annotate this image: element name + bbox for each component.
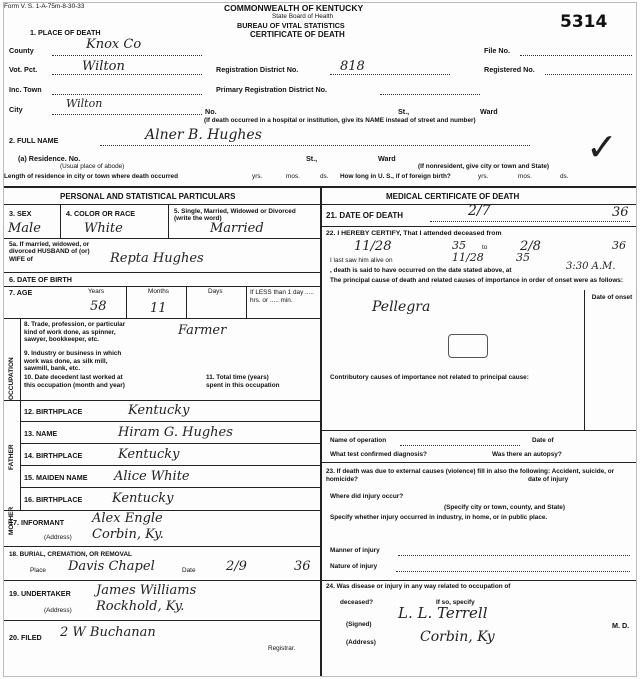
maiden-name-value: Alice White	[114, 469, 190, 484]
certify-label: 22. I HEREBY CERTIFY, That I attended deceased from	[326, 230, 502, 237]
marital-label: 5. Single, Married, Widowed or Divorced (write the word)	[174, 208, 296, 223]
physician-signature: L. L. Terrell	[398, 604, 488, 622]
industry-label: 9. Industry or business in which work was done, as silk mill, sawmill, bank, etc.	[24, 350, 122, 373]
undertaker-value: James Williams	[96, 583, 197, 598]
death-said-label: , death is said to have occurred on the date stated above, at	[330, 267, 512, 274]
occupation-side-label: OCCUPATION	[8, 357, 15, 400]
date-of-onset-label: Date of onset	[591, 294, 633, 301]
trade-label: 8. Trade, profession, or particular kind of work done, as spinner, sawyer, bookkeeper, etc.	[24, 321, 126, 344]
registration-district-value: 818	[340, 59, 365, 74]
birthplace-12-value: Kentucky	[128, 403, 190, 418]
ward-label: Ward	[480, 107, 498, 116]
usual-place-note: (Usual place of abode)	[60, 163, 125, 170]
undertaker-label: 19. UNDERTAKER	[9, 589, 71, 598]
burial-year-value: 36	[294, 559, 311, 574]
last-saw-value: 11/28	[452, 251, 484, 264]
city-value: Wilton	[66, 97, 103, 110]
us-ds: ds.	[560, 173, 569, 180]
full-name-label: 2. FULL NAME	[9, 136, 59, 145]
personal-section-title: PERSONAL AND STATISTICAL PARTICULARS	[60, 192, 236, 201]
specify-where-note: Specify whether injury occurred in industry, in home, or in public place.	[330, 514, 548, 521]
filed-label: 20. FILED	[9, 633, 42, 642]
registration-district-label: Registration District No.	[216, 65, 299, 74]
maiden-name-label: 15. MAIDEN NAME	[24, 473, 88, 482]
injury-date-label: date of injury	[528, 476, 569, 483]
contributory-label: Contributory causes of importance not related to principal cause:	[330, 374, 529, 381]
county-value: Knox Co	[86, 37, 142, 52]
burial-date-value: 2/9	[226, 559, 247, 574]
street-label: St.,	[398, 107, 410, 116]
residence-street-label: St.,	[306, 154, 318, 163]
where-injury-label: Where did injury occur?	[330, 493, 404, 500]
age-years-value: 58	[90, 299, 107, 314]
how-long-us-label: How long in U. S., if of foreign birth?	[340, 173, 451, 180]
burial-place-value: Davis Chapel	[68, 559, 155, 574]
attended-to-value: 2/8	[520, 239, 541, 254]
autopsy-label: Was there an autopsy?	[492, 451, 562, 458]
physician-address-value: Corbin, Ky	[420, 629, 495, 645]
nonresident-note: (If nonresident, give city or town and State)	[418, 163, 550, 170]
trade-value: Farmer	[178, 323, 227, 338]
hospital-note: (If death occurred in a hospital or institution, give its NAME instead of street and number)	[204, 117, 476, 124]
age-years-label: Years	[88, 288, 105, 295]
if-so-specify-label: If so, specify	[436, 599, 475, 606]
registered-no-label: Registered No.	[484, 65, 535, 74]
race-value: White	[84, 221, 123, 236]
age-label: 7. AGE	[9, 288, 33, 297]
county-label: County	[9, 46, 34, 55]
primary-registration-label: Primary Registration District No.	[216, 85, 328, 94]
md-label: M. D.	[612, 621, 630, 630]
burial-label: 18. BURIAL, CREMATION, OR REMOVAL	[9, 551, 132, 558]
informant-address-value: Corbin, Ky.	[92, 527, 164, 542]
check-mark: ✓	[586, 125, 618, 169]
total-time-label: 11. Total time (years) spent in this occupation	[206, 374, 280, 389]
date-of-death-year: 36	[612, 205, 629, 220]
father-name-value: Hiram G. Hughes	[118, 425, 233, 440]
us-mos: mos.	[518, 173, 532, 180]
age-days-label: Days	[208, 288, 223, 295]
physician-address-label: (Address)	[346, 639, 376, 646]
burial-date-label: Date	[182, 567, 196, 574]
cause-of-death-value: Pellegra	[372, 299, 431, 315]
burial-place-label: Place	[30, 567, 46, 574]
manner-of-injury-label: Manner of injury	[330, 547, 380, 554]
mother-side-label: MOTHER	[8, 506, 15, 535]
certificate-title: CERTIFICATE OF DEATH	[250, 30, 345, 39]
residence-yrs: yrs.	[252, 173, 263, 180]
signed-label: (Signed)	[346, 621, 372, 628]
deceased-label: deceased?	[340, 599, 374, 606]
birthplace-16-value: Kentucky	[112, 491, 174, 506]
residence-label: (a) Residence. No.	[18, 154, 81, 163]
father-side-label: FATHER	[8, 444, 15, 470]
attended-from-year: 35	[452, 239, 466, 252]
residence-ds: ds.	[320, 173, 329, 180]
certificate-number: 5314	[560, 12, 608, 32]
occupation-related-label: 24. Was disease or injury in any way related to occupation of	[326, 583, 511, 590]
sex-label: 3. SEX	[9, 209, 32, 218]
board-heading: State Board of Health	[272, 13, 334, 20]
last-worked-label: 10. Date decedent last worked at this occupation (month and year)	[24, 374, 125, 389]
birthplace-12-label: 12. BIRTHPLACE	[24, 407, 83, 416]
birthplace-14-value: Kentucky	[118, 447, 180, 462]
street-no-label: No.	[205, 107, 217, 116]
operation-date-label: Date of	[532, 437, 554, 444]
file-no-label: File No.	[484, 46, 510, 55]
medical-section-title: MEDICAL CERTIFICATE OF DEATH	[386, 192, 520, 201]
sex-value: Male	[8, 221, 41, 236]
last-saw-year: 35	[516, 251, 530, 264]
last-saw-label: I last saw him alive on	[330, 257, 393, 264]
informant-address-label: (Address)	[44, 534, 72, 541]
attended-from-value: 11/28	[354, 239, 392, 254]
certificate-border	[3, 2, 637, 677]
spouse-label: 5a. If married, widowed, or divorced HUSBAND of (or) WIFE of	[9, 241, 90, 263]
informant-value: Alex Engle	[92, 511, 163, 526]
vot-pct-value: Wilton	[82, 59, 125, 74]
vot-pct-label: Vot. Pct.	[9, 65, 38, 74]
inc-town-label: Inc. Town	[9, 85, 42, 94]
confirmed-diagnosis-label: What test confirmed diagnosis?	[330, 451, 427, 458]
date-of-death-label: 21. DATE OF DEATH	[326, 211, 404, 220]
filed-value: 2 W Buchanan	[60, 625, 156, 640]
external-causes-label: 23. If death was due to external causes (violence) fill in also the following: Accident, suicide, or homicide?	[326, 468, 615, 484]
less-than-day: If LESS than 1 day ..... hrs. or ..... min.	[250, 289, 314, 305]
attended-to-year: 36	[612, 239, 626, 252]
undertaker-address-label: (Address)	[44, 607, 72, 614]
full-name-value: Alner B. Hughes	[145, 127, 262, 143]
race-label: 4. COLOR OR RACE	[66, 209, 136, 218]
birthplace-16-label: 16. BIRTHPLACE	[24, 495, 83, 504]
principal-cause-label: The principal cause of death and related causes of importance in order of onset were as follows:	[330, 277, 623, 284]
date-of-death-value: 2/7	[468, 203, 491, 219]
operation-label: Name of operation	[330, 437, 387, 444]
us-yrs: yrs.	[478, 173, 489, 180]
undertaker-address-value: Rockhold, Ky.	[96, 599, 185, 614]
nature-of-injury-label: Nature of injury	[330, 563, 378, 570]
age-months-value: 11	[150, 301, 167, 316]
bureau-heading: BUREAU OF VITAL STATISTICS	[237, 21, 345, 30]
commonwealth-heading: COMMONWEALTH OF KENTUCKY	[224, 3, 364, 13]
residence-mos: mos.	[286, 173, 300, 180]
attended-to-label: to	[482, 244, 488, 251]
marital-value: Married	[210, 221, 264, 236]
city-label: City	[9, 105, 23, 114]
registrar-label: Registrar.	[268, 645, 296, 652]
date-of-birth-label: 6. DATE OF BIRTH	[9, 275, 72, 284]
birthplace-14-label: 14. BIRTHPLACE	[24, 451, 83, 460]
father-name-label: 13. NAME	[24, 429, 58, 438]
length-of-residence-label: Length of residence in city or town where death occurred	[4, 173, 178, 180]
specify-city-note: (Specify city or town, county, and State)	[444, 504, 565, 511]
death-time-value: 3:30 A.M.	[566, 261, 616, 272]
informant-label: 17. INFORMANT	[9, 518, 65, 527]
form-number: Form V. S. 1-A-75m-8-30-33	[4, 3, 85, 10]
residence-ward-label: Ward	[378, 154, 396, 163]
spouse-value: Repta Hughes	[110, 251, 204, 266]
age-months-label: Months	[148, 288, 169, 295]
place-of-death-label: 1. PLACE OF DEATH	[30, 28, 101, 37]
